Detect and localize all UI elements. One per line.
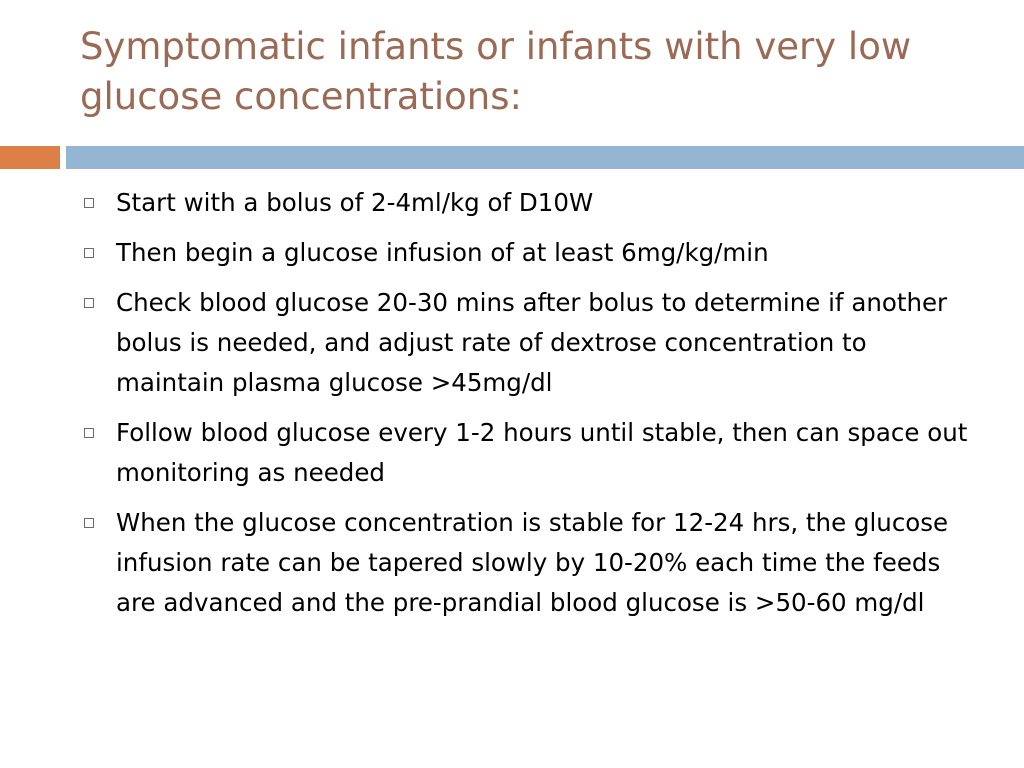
- bullet-list: [80, 183, 980, 633]
- bullet-item: [80, 283, 980, 403]
- hollow-square-bullet-icon: [84, 198, 94, 208]
- title-accent-bar-orange: [0, 146, 60, 169]
- title-accent-bar-blue: [66, 146, 1024, 169]
- hollow-square-bullet-icon: [84, 518, 94, 528]
- bullet-text: Follow blood glucose every 1-2 hours until stable, then can space out monitoring as needed: [116, 418, 968, 487]
- bullet-text: Start with a bolus of 2-4ml/kg of D10W: [116, 188, 594, 217]
- bullet-item: [80, 503, 980, 623]
- bullet-item: [80, 233, 980, 273]
- bullet-text: Check blood glucose 20-30 mins after bolus to determine if another bolus is needed, and adjust rate of dextrose concentration to maintain plasma glucose >45mg/dl: [116, 288, 948, 397]
- hollow-square-bullet-icon: [84, 428, 94, 438]
- hollow-square-bullet-icon: [84, 248, 94, 258]
- bullet-text: When the glucose concentration is stable for 12-24 hrs, the glucose infusion rate can be tapered slowly by 10-20% each time the feeds are advanced and the pre-prandial blood glucose is >50-60 mg/dl: [116, 508, 949, 617]
- bullet-text: Then begin a glucose infusion of at least 6mg/kg/min: [116, 238, 769, 267]
- bullet-item: [80, 413, 980, 493]
- bullet-item: [80, 183, 980, 223]
- slide-title: Symptomatic infants or infants with very low glucose concentrations:: [80, 25, 912, 118]
- hollow-square-bullet-icon: [84, 298, 94, 308]
